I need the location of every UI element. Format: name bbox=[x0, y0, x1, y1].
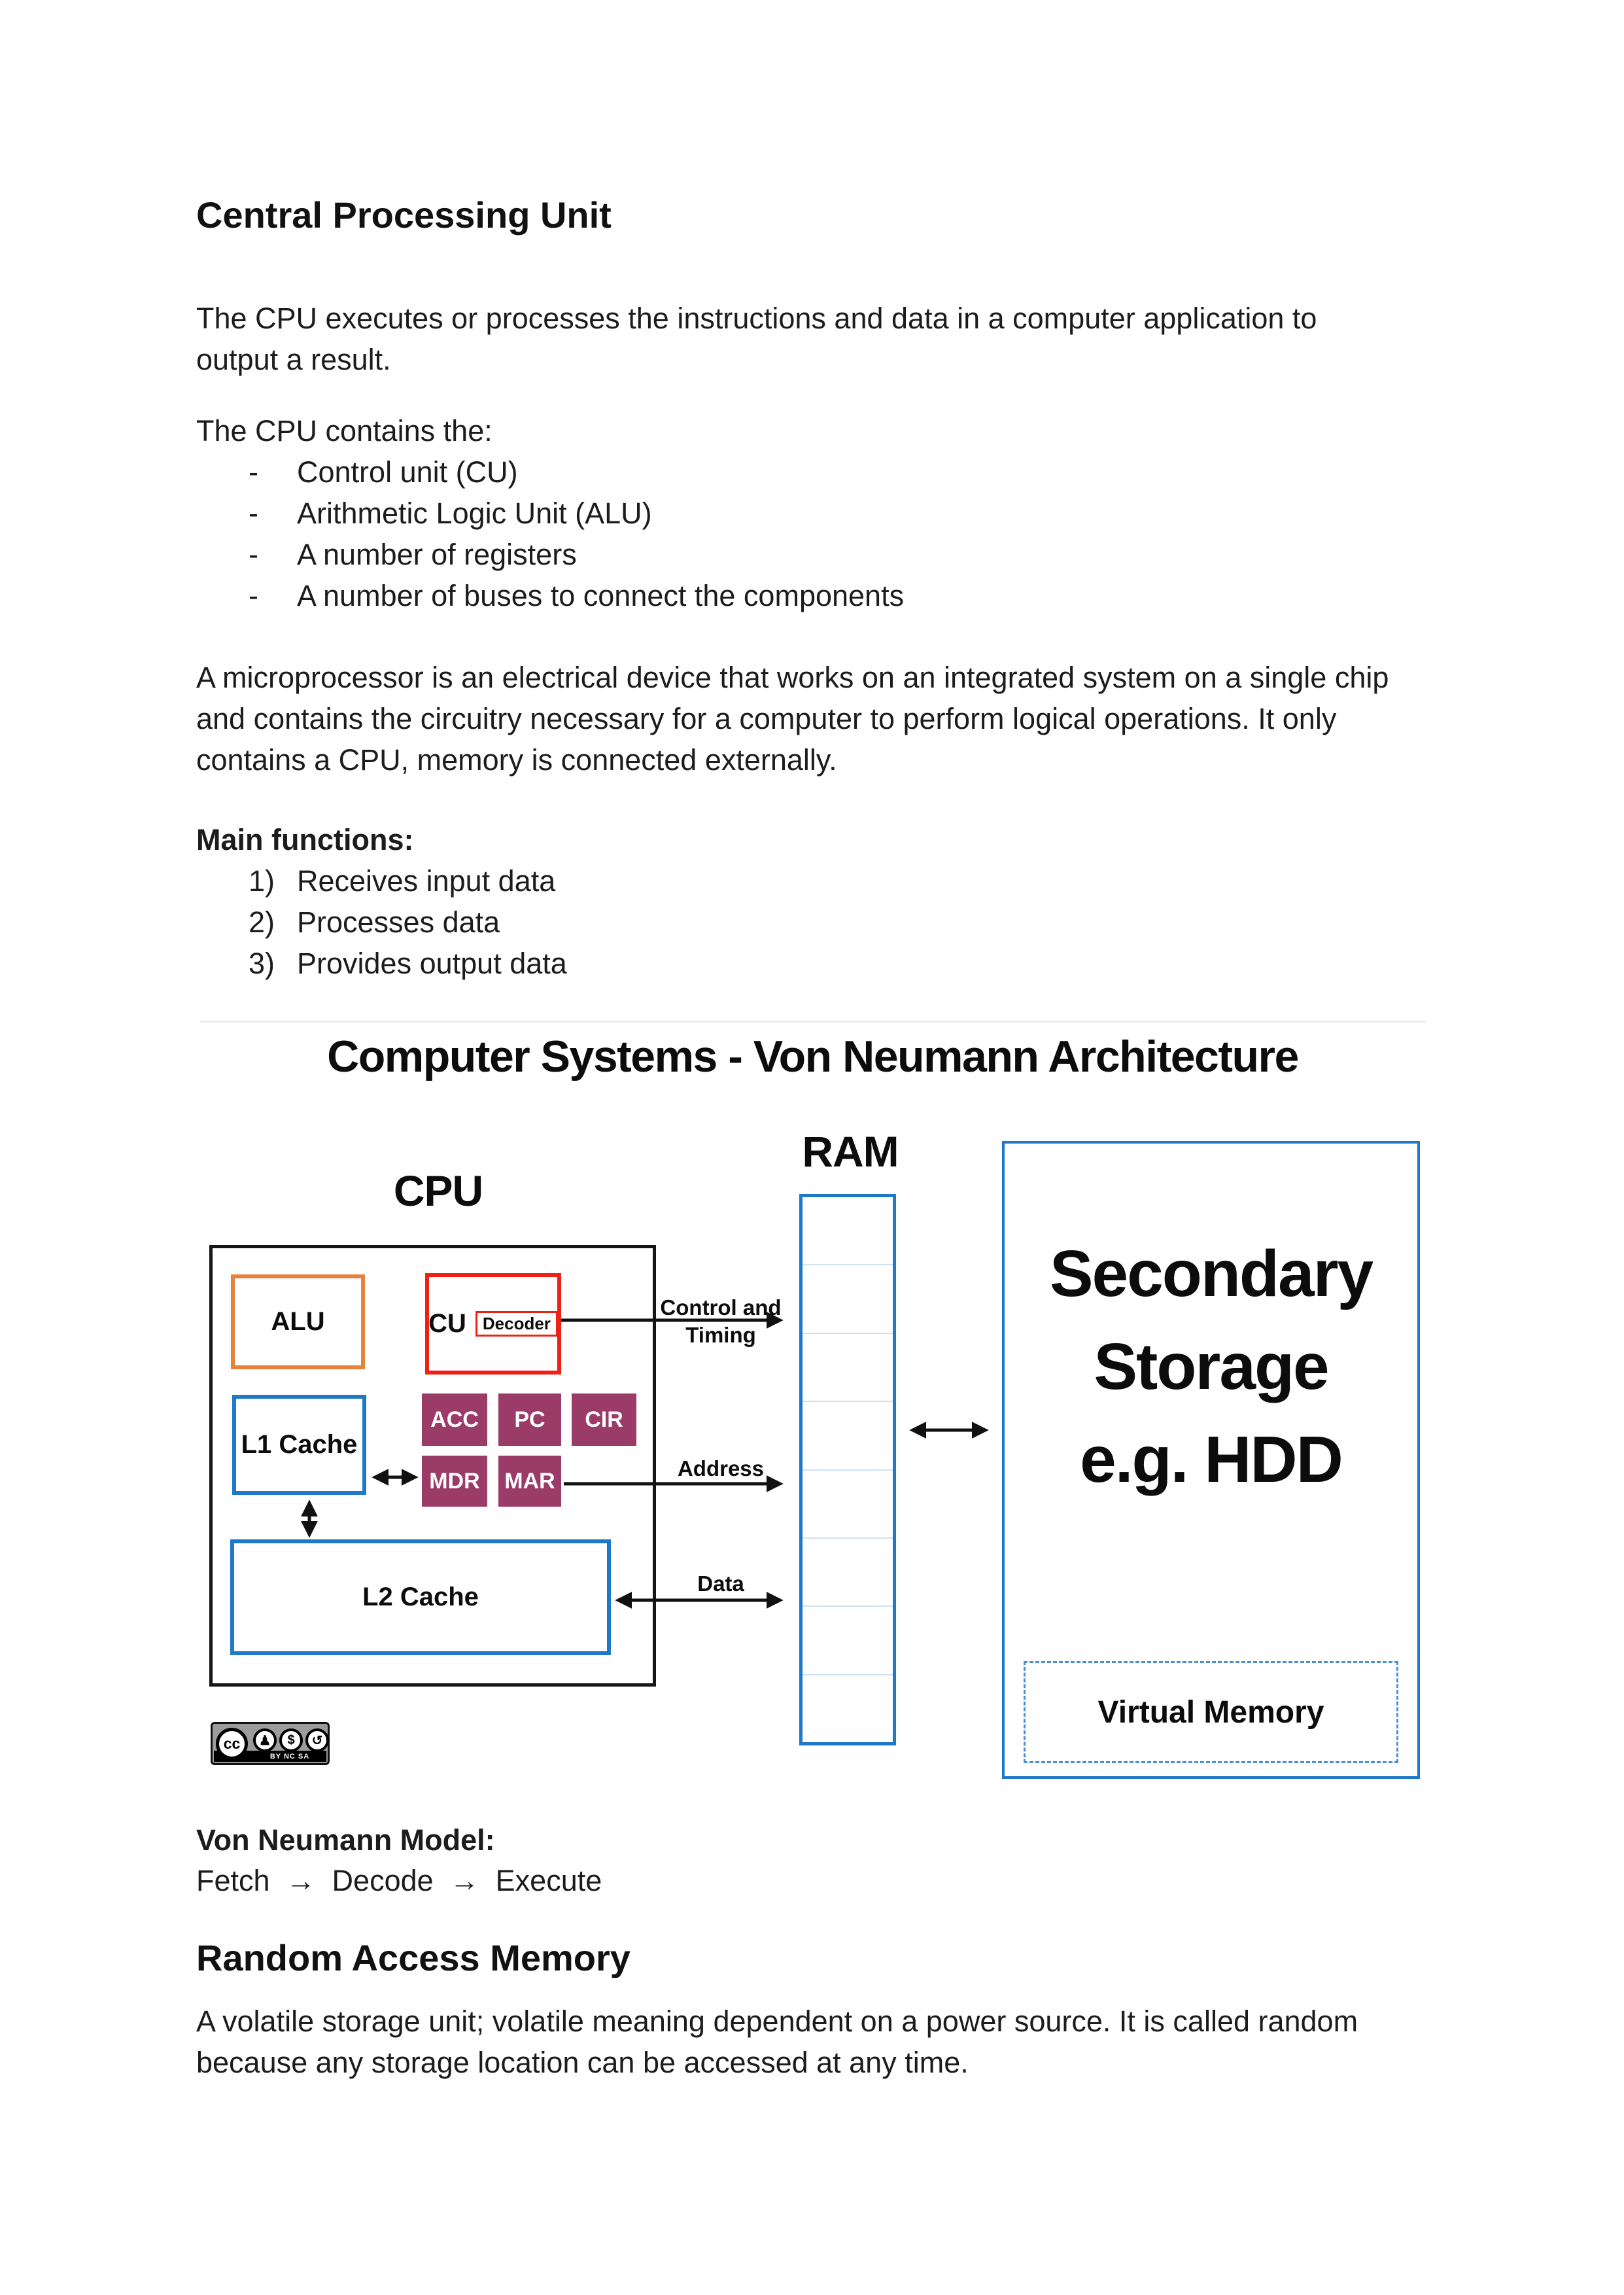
l2-cache-box bbox=[230, 1539, 611, 1655]
heading-random-access-memory: Random Access Memory bbox=[196, 1937, 631, 1978]
list-item bbox=[249, 534, 1426, 575]
alu-label: ALU bbox=[271, 1307, 325, 1336]
ram-cell bbox=[803, 1471, 893, 1539]
control-bus-label-line1: Control and bbox=[660, 1295, 782, 1320]
ram-cell bbox=[803, 1334, 893, 1402]
cc-nc-icon: $ bbox=[279, 1728, 303, 1752]
decoder-box: Decoder bbox=[475, 1311, 558, 1337]
data-bus-label: Data bbox=[697, 1571, 744, 1596]
list-item-text: A number of buses to connect the components bbox=[297, 579, 905, 612]
ram-cell bbox=[803, 1539, 893, 1607]
l2-cache-label: L2 Cache bbox=[362, 1583, 479, 1611]
cpu-contains-intro: The CPU contains the: bbox=[196, 414, 492, 447]
paragraph-line: A volatile storage unit; volatile meaning dependent on a power source. It is called random bbox=[196, 2005, 1358, 2038]
number-marker: 2) bbox=[249, 905, 275, 939]
paragraph-line: and contains the circuitry necessary for a computer to perform logical operations. It only bbox=[196, 702, 1337, 735]
cc-icon: cc bbox=[216, 1728, 248, 1760]
list-item bbox=[249, 943, 1426, 984]
list-item bbox=[249, 902, 1426, 943]
paragraph-line: because any storage location can be accessed at any time. bbox=[196, 2046, 969, 2079]
list-item-text: A number of registers bbox=[297, 538, 577, 571]
cc-license-badge bbox=[211, 1722, 330, 1765]
ram-label: RAM bbox=[802, 1127, 899, 1176]
list-item-text: Control unit (CU) bbox=[297, 455, 518, 489]
number-marker: 3) bbox=[249, 947, 275, 980]
cc-badge-labels: BY NC SA bbox=[269, 1752, 310, 1761]
secondary-storage-line: Storage bbox=[1094, 1330, 1328, 1403]
ram-cell bbox=[803, 1265, 893, 1333]
von-neumann-model-heading: Von Neumann Model: bbox=[196, 1823, 495, 1857]
address-bus-label: Address bbox=[677, 1456, 765, 1480]
list-item-text: Receives input data bbox=[297, 864, 556, 898]
diagram-title: Computer Systems - Von Neumann Architecture bbox=[327, 1032, 1298, 1081]
list-item bbox=[249, 575, 1426, 616]
virtual-memory-label: Virtual Memory bbox=[1097, 1694, 1324, 1730]
paragraph-line: contains a CPU, memory is connected externally. bbox=[196, 743, 837, 777]
bullet-marker: - bbox=[249, 497, 258, 530]
paragraph-microprocessor bbox=[196, 657, 1452, 780]
paragraph-line: output a result. bbox=[196, 343, 391, 376]
list-item bbox=[249, 493, 1426, 534]
list-item bbox=[249, 860, 1426, 902]
cu-label: CU bbox=[428, 1309, 466, 1338]
heading-central-processing-unit: Central Processing Unit bbox=[196, 194, 612, 236]
ram-cell bbox=[803, 1607, 893, 1675]
paragraph-ram bbox=[196, 2001, 1452, 2083]
paragraph-line: The CPU executes or processes the instructions and data in a computer application to bbox=[196, 302, 1317, 335]
l1-cache-box bbox=[232, 1395, 366, 1495]
paragraph-cpu-intro bbox=[196, 298, 1452, 380]
register-pc: PC bbox=[498, 1393, 561, 1446]
ram-cell bbox=[803, 1675, 893, 1742]
register-mar: MAR bbox=[498, 1456, 561, 1507]
list-item-text: Arithmetic Logic Unit (ALU) bbox=[297, 497, 652, 530]
register-acc: ACC bbox=[422, 1393, 487, 1446]
ram-box bbox=[799, 1194, 896, 1745]
ram-cell bbox=[803, 1197, 893, 1265]
image-top-border bbox=[199, 1021, 1426, 1023]
secondary-storage-line: Secondary bbox=[1049, 1237, 1373, 1310]
paragraph-line: A microprocessor is an electrical device that works on an integrated system on a single chip bbox=[196, 661, 1389, 694]
virtual-memory-box bbox=[1024, 1661, 1398, 1763]
cc-by-icon: ♟ bbox=[253, 1728, 277, 1752]
secondary-storage-label bbox=[1005, 1227, 1417, 1506]
register-cir: CIR bbox=[572, 1393, 636, 1446]
control-bus-label-line2: Timing bbox=[685, 1323, 756, 1347]
list-item-text: Processes data bbox=[297, 905, 500, 939]
secondary-storage-line: e.g. HDD bbox=[1080, 1423, 1342, 1496]
main-functions-list bbox=[249, 860, 1426, 984]
number-marker: 1) bbox=[249, 864, 275, 898]
cpu-contains-list bbox=[249, 451, 1426, 616]
l1-cache-label: L1 Cache bbox=[241, 1430, 358, 1459]
bullet-marker: - bbox=[249, 538, 258, 571]
list-item bbox=[249, 451, 1426, 493]
bullet-marker: - bbox=[249, 455, 258, 489]
list-item-text: Provides output data bbox=[297, 947, 567, 980]
bullet-marker: - bbox=[249, 579, 258, 612]
ram-cell bbox=[803, 1402, 893, 1470]
main-functions-heading: Main functions: bbox=[196, 823, 414, 856]
cu-box bbox=[425, 1273, 561, 1375]
alu-box bbox=[231, 1274, 365, 1369]
register-mdr: MDR bbox=[422, 1456, 487, 1507]
cc-sa-icon: ↺ bbox=[305, 1728, 329, 1752]
cpu-label: CPU bbox=[393, 1166, 483, 1215]
von-neumann-sequence: Fetch → Decode → Execute bbox=[196, 1864, 602, 1897]
